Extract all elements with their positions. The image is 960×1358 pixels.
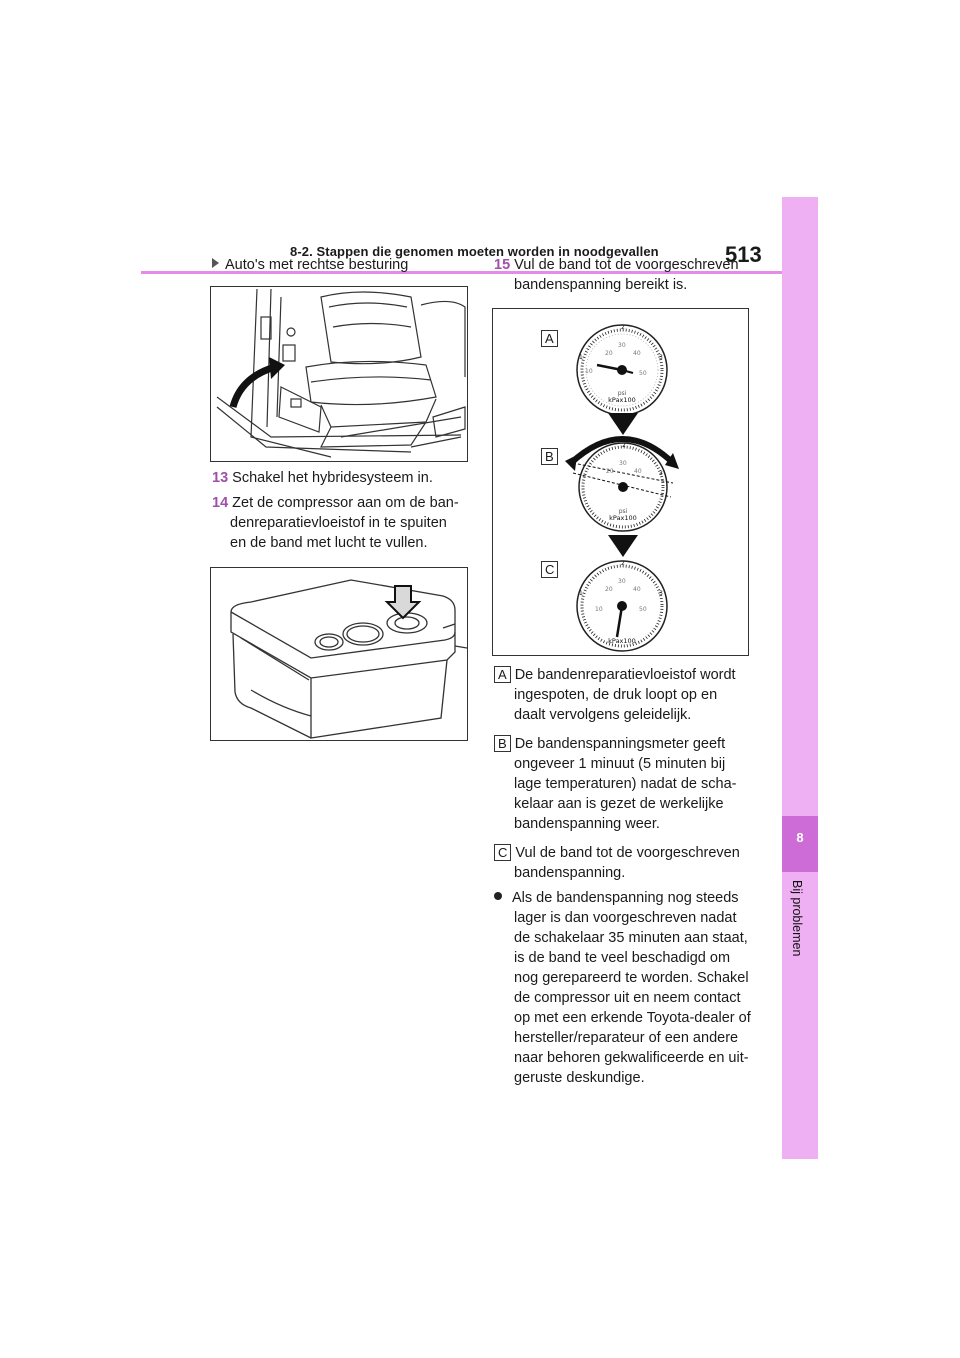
svg-text:3: 3 — [659, 590, 663, 597]
gauge-c-unit: kPax100 — [608, 637, 636, 645]
chapter-title: Bij problemen — [790, 880, 804, 957]
bullet-dot-icon — [494, 892, 502, 900]
gauge-b — [563, 433, 683, 533]
step-14-number: 14 — [212, 495, 229, 511]
subheading: Auto's met rechtse besturing — [212, 255, 408, 275]
svg-text:40: 40 — [633, 350, 641, 357]
svg-text:40: 40 — [633, 586, 641, 593]
label-c: C — [541, 561, 558, 578]
legend-b: B De bandenspanningsmeter geeft ongeveer 1 minuut (5 minuten bij lage temperaturen) nadat de scha- kelaar aan is gezet de werkelijke bandenspanning weer. — [494, 734, 759, 834]
step-15-number: 15 — [494, 257, 511, 273]
legend-c-badge: C — [494, 844, 511, 861]
pressure-gauge-figure — [492, 308, 749, 656]
legend-a: A De bandenreparatievloeistof wordt ingespoten, de druk loopt op en daalt vervolgens geleidelijk. — [494, 665, 759, 725]
svg-text:2: 2 — [621, 560, 625, 567]
car-interior-illustration — [210, 286, 468, 462]
gauge-c — [575, 559, 669, 653]
svg-text:40: 40 — [634, 468, 642, 475]
svg-text:10: 10 — [595, 606, 603, 613]
gauge-a — [575, 323, 669, 417]
svg-text:2: 2 — [622, 442, 626, 449]
arrow-down-icon — [608, 535, 638, 557]
step-13-text: Schakel het hybridesysteem in. — [232, 470, 433, 486]
svg-text:1: 1 — [579, 354, 583, 361]
svg-text:3: 3 — [659, 354, 663, 361]
step-13 — [212, 468, 467, 488]
label-a: A — [541, 330, 558, 347]
driver-seat-drawing — [211, 287, 467, 461]
step-15: 15 Vul de band tot de voorgeschreven bandenspanning bereikt is. — [494, 257, 739, 293]
arrow-down-icon — [608, 413, 638, 435]
svg-text:1: 1 — [579, 590, 583, 597]
page-number: 513 — [725, 242, 762, 267]
svg-text:50: 50 — [639, 370, 647, 377]
step-14: 14 Zet de compressor aan om de ban- denreparatievloeistof in te spuiten en de band met lucht te vullen. — [212, 495, 459, 551]
svg-text:20: 20 — [605, 586, 613, 593]
svg-text:30: 30 — [618, 578, 626, 585]
svg-text:10: 10 — [585, 368, 593, 375]
svg-text:2: 2 — [621, 324, 625, 331]
svg-text:20: 20 — [605, 350, 613, 357]
svg-text:30: 30 — [619, 460, 627, 467]
compressor-illustration — [210, 567, 468, 741]
legend-b-badge: B — [494, 735, 511, 752]
compressor-drawing — [211, 568, 467, 740]
chapter-number: 8 — [796, 830, 804, 845]
svg-text:3: 3 — [659, 470, 663, 477]
svg-text:psi: psi — [618, 508, 628, 515]
legend-a-badge: A — [494, 666, 511, 683]
svg-text:20: 20 — [606, 468, 614, 475]
section-title: 8-2. Stappen die genomen moeten worden in noodgevallen — [290, 244, 659, 259]
svg-text:50: 50 — [639, 606, 647, 613]
gauge-a-unit: kPax100 — [608, 396, 636, 404]
chapter-side-tab — [782, 197, 818, 1159]
legend-c: C Vul de band tot de voorgeschreven bandenspanning. — [494, 843, 759, 883]
svg-text:30: 30 — [618, 342, 626, 349]
gauge-b-unit: kPax100 — [609, 514, 637, 522]
triangle-bullet-icon — [212, 258, 219, 268]
svg-text:psi: psi — [617, 390, 627, 397]
step-13-number: 13 — [212, 470, 229, 486]
label-b: B — [541, 448, 558, 465]
warning-note: Als de bandenspanning nog steeds lager is dan voorgeschreven nadat de schakelaar 35 minuten aan staat, is de band te veel beschadigd om nog gerepareerd te worden. Schakel de compressor uit en neem contact op met een erkende Toyota-dealer of hersteller/reparateur of een andere naar behoren gekwalificeerde en uit- geruste deskundige. — [494, 888, 764, 1088]
